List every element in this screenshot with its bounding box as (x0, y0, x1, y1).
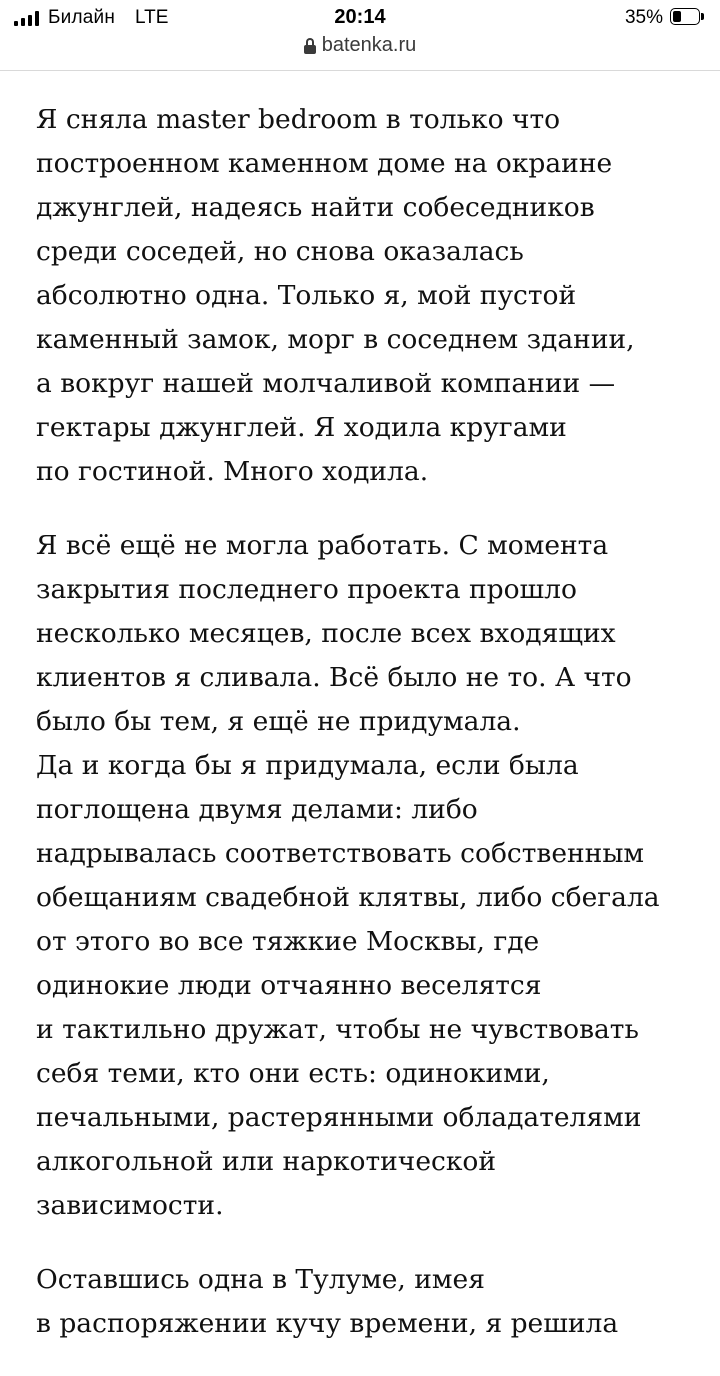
text-line: в распоряжении кучу времени, я решила (36, 1308, 619, 1339)
text-line: несколько месяцев, после всех входящих (36, 618, 616, 649)
text-line: одинокие люди отчаянно веселятся (36, 970, 542, 1001)
text-line: и тактильно дружат, чтобы не чувствовать (36, 1014, 639, 1045)
text-line: каменный замок, морг в соседнем здании, (36, 324, 635, 355)
battery-icon (670, 8, 706, 27)
article-body (36, 98, 686, 1376)
text-line: печальными, растерянными обладателями (36, 1102, 642, 1133)
text-line: построенном каменном доме на окраине (36, 148, 613, 179)
text-line: джунглей, надеясь найти собеседников (36, 192, 595, 223)
status-bar (0, 0, 720, 71)
battery-percent: 35% (624, 7, 663, 28)
text-line: гектары джунглей. Я ходила кругами (36, 412, 567, 443)
lock-icon (304, 38, 316, 54)
text-line: Я всё ещё не могла работать. С момента (36, 530, 609, 561)
text-line: среди соседей, но снова оказалась (36, 236, 524, 267)
clock: 20:14 (334, 6, 386, 28)
network-type: LTE (135, 7, 169, 28)
url-text: batenka.ru (321, 34, 417, 56)
text-line: было бы тем, я ещё не придумала. (36, 706, 521, 737)
address-bar[interactable] (0, 34, 720, 57)
text-line: Я сняла master bedroom в только что (36, 104, 561, 135)
text-line: надрывалась соответствовать собственным (36, 838, 645, 869)
article-paragraph (36, 98, 686, 494)
text-line: Да и когда бы я придумала, если была (36, 750, 579, 781)
article-paragraph (36, 524, 686, 1228)
text-line: клиентов я сливала. Всё было не то. А что (36, 662, 632, 693)
text-line: от этого во все тяжкие Москвы, где (36, 926, 540, 957)
text-line: поглощена двумя делами: либо (36, 794, 478, 825)
article-paragraph (36, 1258, 686, 1346)
text-line: закрытия последнего проекта прошло (36, 574, 577, 605)
text-line: зависимости. (36, 1190, 224, 1221)
text-line: по гостиной. Много ходила. (36, 456, 429, 487)
text-line: обещаниям свадебной клятвы, либо сбегала (36, 882, 660, 913)
text-line: себя теми, кто они есть: одинокими, (36, 1058, 550, 1089)
text-line: а вокруг нашей молчаливой компании — (36, 368, 616, 399)
carrier-name: Билайн (48, 7, 116, 28)
text-line: алкогольной или наркотической (36, 1146, 497, 1177)
text-line: абсолютно одна. Только я, мой пустой (36, 280, 577, 311)
text-line: Оставшись одна в Тулуме, имея (36, 1264, 485, 1295)
